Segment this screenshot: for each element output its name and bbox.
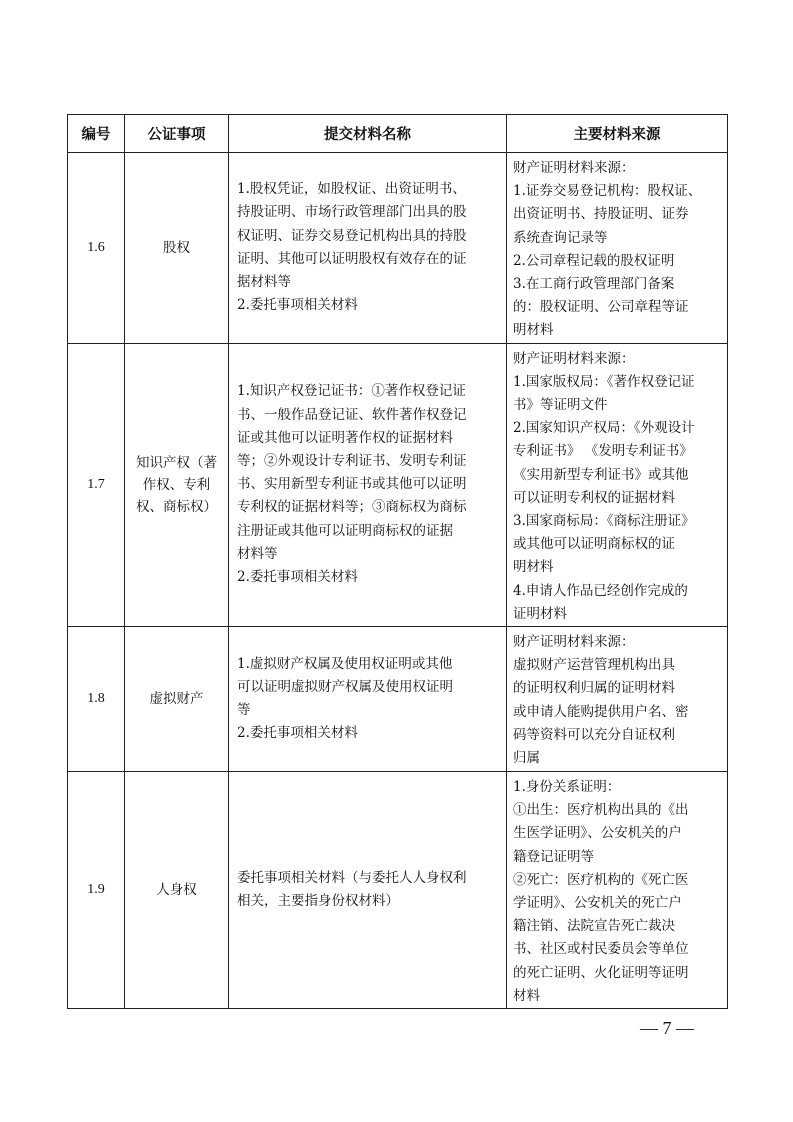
source-line: 证明材料 <box>513 605 567 622</box>
materials-line: 书、实用新型专利证书或其他可以证明 <box>237 476 467 493</box>
row-materials <box>229 772 507 1009</box>
materials-line: 2.委托事项相关材料 <box>237 725 358 742</box>
row-num: 1.9 <box>68 772 125 1009</box>
source-line: 4.申请人作品已经创作完成的 <box>513 582 688 599</box>
materials-line: 专利权的证据材料等；③商标权为商标 <box>237 499 467 516</box>
source-line: 的死亡证明、火化证明等证明 <box>513 964 689 981</box>
source-line: 明材料 <box>513 322 554 339</box>
notary-materials-table <box>67 114 728 1009</box>
row-item: 知识产权（著作权、专利权、商标权） <box>125 343 229 626</box>
source-line: 3.在工商行政管理部门备案 <box>513 276 675 293</box>
source-line: 材料 <box>513 987 540 1004</box>
source-line: 书》等证明文件 <box>513 397 608 414</box>
source-line: 出资证明书、持股证明、证券 <box>513 206 689 223</box>
materials-line: 可以证明虚拟财产权属及使用权证明 <box>237 678 453 695</box>
source-line: 《实用新型专利证书》或其他 <box>513 466 689 483</box>
row-source <box>507 772 728 1009</box>
header-row <box>68 115 728 153</box>
row-num: 1.8 <box>68 627 125 772</box>
materials-line: 书、一般作品登记证、软件著作权登记 <box>237 406 467 423</box>
row-item: 股权 <box>125 153 229 344</box>
header-num: 编号 <box>68 115 125 153</box>
table-row <box>68 153 728 344</box>
row-num: 1.7 <box>68 343 125 626</box>
materials-line: 1.知识产权登记证书：①著作权登记证 <box>237 383 466 400</box>
source-line: 或申请人能购提供用户名、密 <box>513 703 689 720</box>
materials-line: 2.委托事项相关材料 <box>237 297 358 314</box>
source-line: 可以证明专利权的证据材料 <box>513 489 675 506</box>
source-line: 2.国家知识产权局：《外观设计 <box>513 420 695 437</box>
source-line: 籍注销、法院宣告死亡裁决 <box>513 918 675 935</box>
header-item: 公证事项 <box>125 115 229 153</box>
row-source <box>507 153 728 344</box>
row-source <box>507 627 728 772</box>
row-item: 人身权 <box>125 772 229 1009</box>
row-materials <box>229 153 507 344</box>
materials-line: 1.虚拟财产权属及使用权证明或其他 <box>237 655 453 672</box>
row-num: 1.6 <box>68 153 125 344</box>
materials-line: 权证明、证券交易登记机构出具的持股 <box>237 227 467 244</box>
source-line: 或其他可以证明商标权的证 <box>513 536 675 553</box>
materials-line: 据材料等 <box>237 274 291 291</box>
source-line: 财产证明材料来源： <box>513 634 635 651</box>
header-source: 主要材料来源 <box>507 115 728 153</box>
source-line: 的：股权证明、公司章程等证 <box>513 299 689 316</box>
materials-line: 证明、其他可以证明股权有效存在的证 <box>237 250 467 267</box>
header-materials: 提交材料名称 <box>229 115 507 153</box>
source-line: 财产证明材料来源： <box>513 160 635 176</box>
source-line: 生医学证明》、公安机关的户 <box>513 825 682 842</box>
table-row <box>68 343 728 626</box>
source-line: 学证明》、公安机关的死亡户 <box>513 895 682 912</box>
materials-line: 委托事项相关材料（与委托人人身权利 <box>237 869 467 886</box>
table-row <box>68 627 728 772</box>
source-line: 1.身份关系证明： <box>513 779 621 796</box>
materials-line: 2.委托事项相关材料 <box>237 569 358 586</box>
source-line: 籍登记证明等 <box>513 848 594 865</box>
source-line: 专利证书》 《发明专利证书》 <box>513 443 693 460</box>
materials-line: 注册证或其他可以证明商标权的证据 <box>237 522 453 539</box>
source-line: 虚拟财产运营管理机构出具 <box>513 657 675 674</box>
source-line: 明材料 <box>513 559 554 576</box>
source-line: 3.国家商标局：《商标注册证》 <box>513 513 695 530</box>
materials-line: 相关，主要指身份权材料） <box>237 893 399 910</box>
row-materials <box>229 343 507 626</box>
page-number: — 7 — <box>640 1018 694 1038</box>
source-line: 书、社区或村民委员会等单位 <box>513 941 689 958</box>
materials-line: 1.股权凭证，如股权证、出资证明书、 <box>237 181 466 198</box>
materials-line: 持股证明、市场行政管理部门出具的股 <box>237 204 467 221</box>
source-line: 2.公司章程记载的股权证明 <box>513 252 675 269</box>
row-source <box>507 343 728 626</box>
source-line: 1.证券交易登记机构：股权证、 <box>513 183 702 200</box>
row-materials <box>229 627 507 772</box>
source-line: 的证明权利归属的证明材料 <box>513 680 675 697</box>
materials-line: 等；②外观设计专利证书、发明专利证 <box>237 453 467 470</box>
row-item: 虚拟财产 <box>125 627 229 772</box>
materials-line: 证或其他可以证明著作权的证据材料 <box>237 429 453 446</box>
source-line: 码等资料可以充分自证权利 <box>513 726 675 743</box>
source-line: 归属 <box>513 750 540 767</box>
materials-line: 材料等 <box>237 545 278 562</box>
source-line: ①出生：医疗机构出具的《出 <box>513 802 689 819</box>
source-line: 系统查询记录等 <box>513 229 608 246</box>
source-line: 财产证明材料来源： <box>513 350 635 367</box>
table-row <box>68 772 728 1009</box>
materials-line: 等 <box>237 702 251 719</box>
source-line: 1.国家版权局：《著作权登记证 <box>513 373 695 390</box>
source-line: ②死亡：医疗机构的《死亡医 <box>513 871 689 888</box>
